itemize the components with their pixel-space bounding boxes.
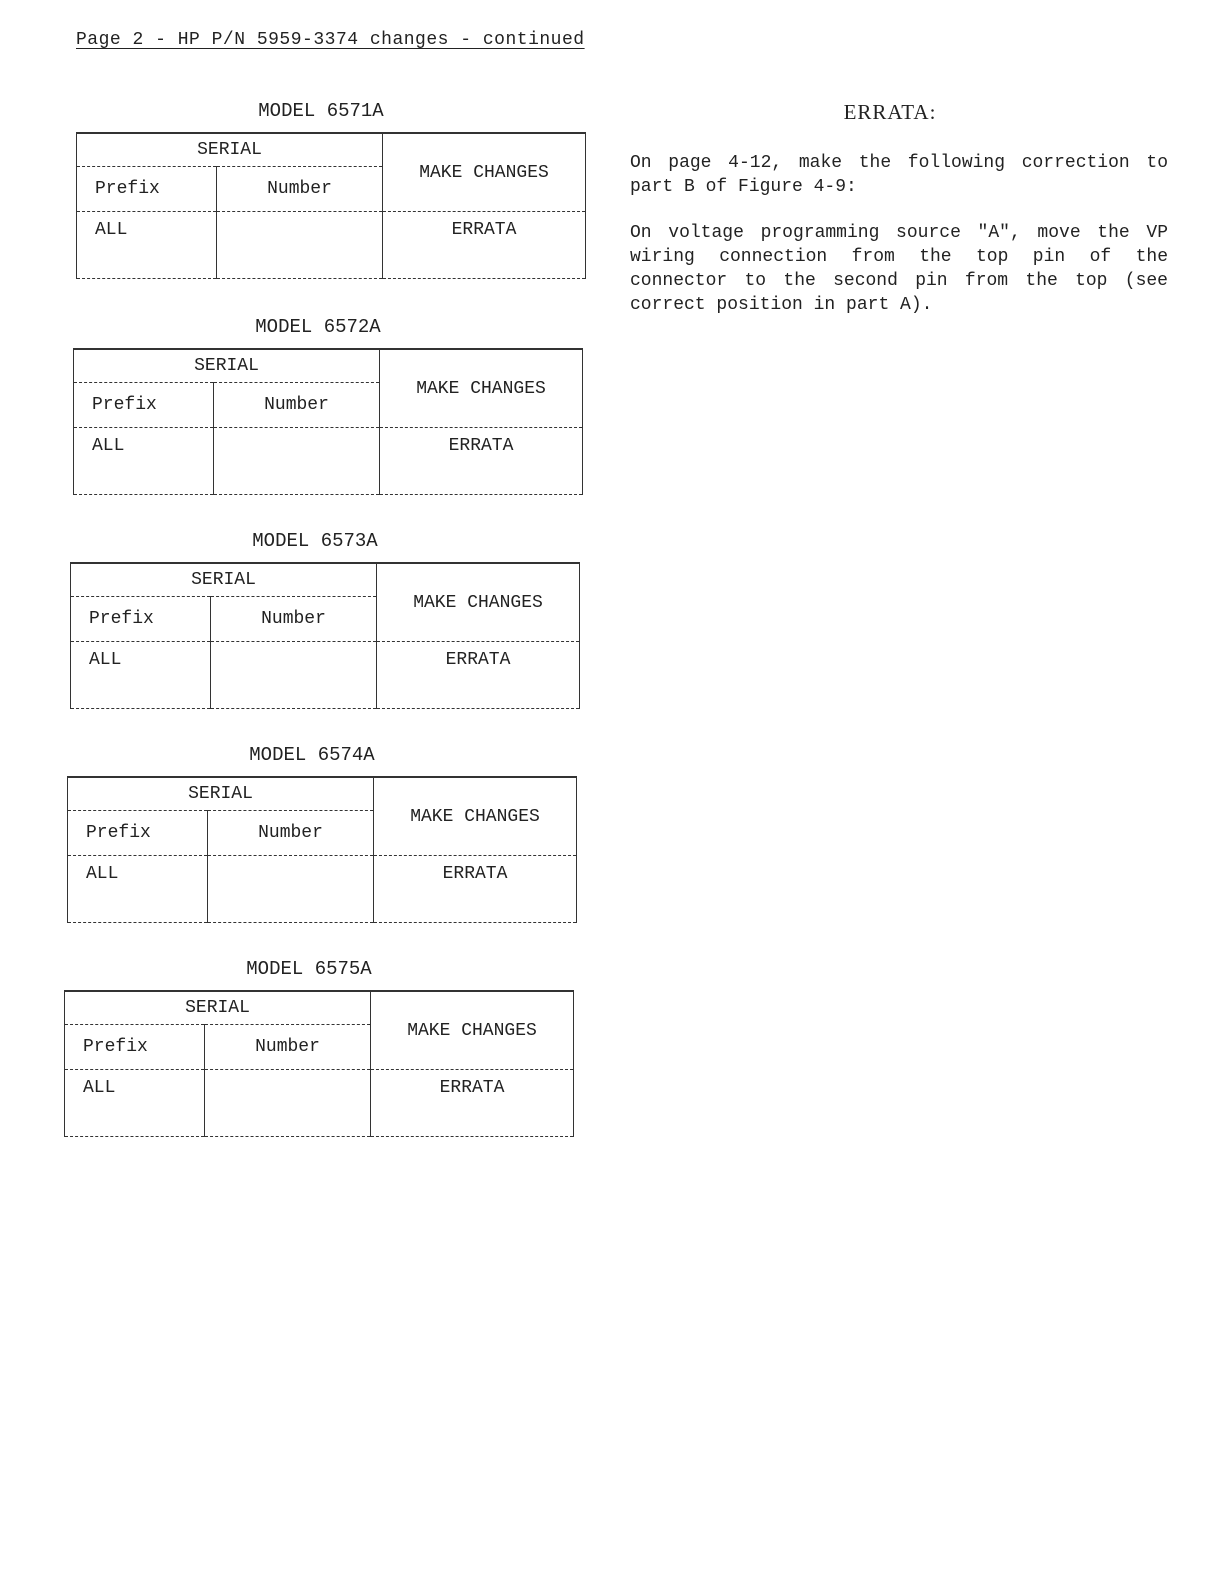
serial-table — [76, 132, 586, 279]
serial-header: SERIAL — [68, 777, 374, 811]
prefix-value: ALL — [77, 212, 217, 279]
errata-heading: ERRATA: — [843, 100, 937, 124]
prefix-header: Prefix — [71, 597, 211, 642]
model-block-6574a — [67, 740, 577, 923]
number-value — [214, 428, 380, 495]
model-block-6571a — [76, 96, 586, 279]
model-title: MODEL 6574A — [249, 744, 375, 766]
serial-header: SERIAL — [77, 133, 383, 167]
prefix-header: Prefix — [68, 811, 208, 856]
model-title: MODEL 6571A — [258, 100, 384, 122]
serial-header: SERIAL — [65, 991, 371, 1025]
serial-header: SERIAL — [71, 563, 377, 597]
make-changes-header: MAKE CHANGES — [377, 563, 580, 642]
prefix-value: ALL — [74, 428, 214, 495]
model-block-6575a — [64, 954, 574, 1137]
change-value: ERRATA — [380, 428, 583, 495]
prefix-value: ALL — [68, 856, 208, 923]
model-title: MODEL 6573A — [252, 530, 378, 552]
number-header: Number — [214, 383, 380, 428]
prefix-header: Prefix — [65, 1025, 205, 1070]
serial-table — [73, 348, 583, 495]
errata-paragraph-2: On voltage programming source "A", move the VP wiring connection from the top pin of the connector to the second pin from the top (see correct position in part A). — [630, 223, 1168, 315]
prefix-header: Prefix — [77, 167, 217, 212]
make-changes-header: MAKE CHANGES — [371, 991, 574, 1070]
prefix-value: ALL — [71, 642, 211, 709]
number-value — [211, 642, 377, 709]
model-title: MODEL 6575A — [246, 958, 372, 980]
serial-header: SERIAL — [74, 349, 380, 383]
errata-section — [630, 100, 1170, 339]
page-header: Page 2 - HP P/N 5959-3374 changes - continued — [76, 30, 585, 50]
number-header: Number — [205, 1025, 371, 1070]
prefix-value: ALL — [65, 1070, 205, 1137]
prefix-header: Prefix — [74, 383, 214, 428]
change-value: ERRATA — [371, 1070, 574, 1137]
model-block-6573a — [70, 526, 580, 709]
change-value: ERRATA — [374, 856, 577, 923]
serial-table — [64, 990, 574, 1137]
change-value: ERRATA — [383, 212, 586, 279]
number-value — [217, 212, 383, 279]
model-block-6572a — [73, 312, 583, 495]
serial-table — [70, 562, 580, 709]
make-changes-header: MAKE CHANGES — [374, 777, 577, 856]
number-value — [208, 856, 374, 923]
number-header: Number — [208, 811, 374, 856]
number-value — [205, 1070, 371, 1137]
errata-paragraph-1: On page 4-12, make the following correction to part B of Figure 4-9: — [630, 153, 1168, 197]
number-header: Number — [211, 597, 377, 642]
model-title: MODEL 6572A — [255, 316, 381, 338]
make-changes-header: MAKE CHANGES — [380, 349, 583, 428]
number-header: Number — [217, 167, 383, 212]
serial-table — [67, 776, 577, 923]
make-changes-header: MAKE CHANGES — [383, 133, 586, 212]
change-value: ERRATA — [377, 642, 580, 709]
